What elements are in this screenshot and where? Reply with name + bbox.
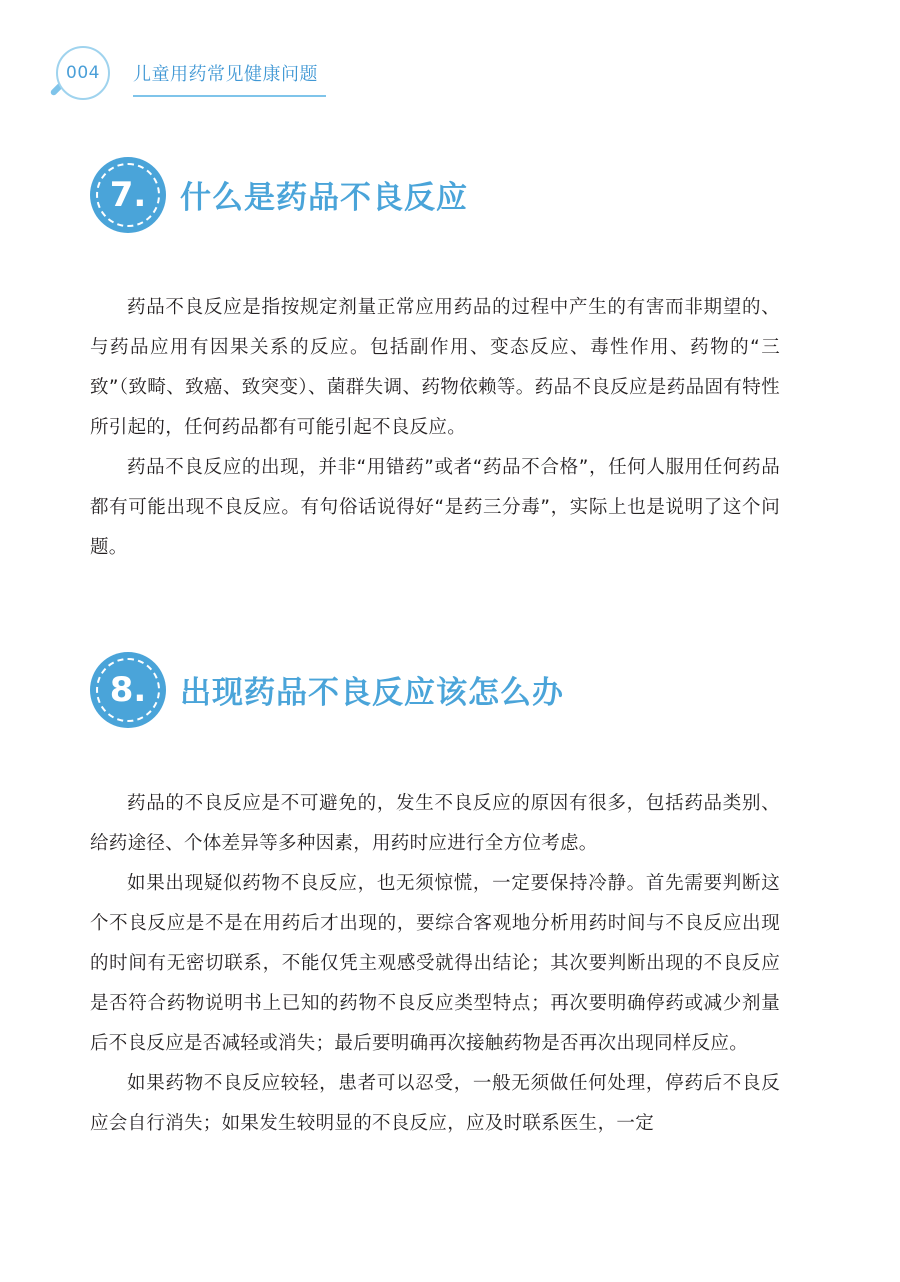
section-number-badge	[90, 652, 166, 728]
section-title: 出现药品不良反应该怎么办	[180, 675, 564, 711]
page-number: 004	[66, 63, 100, 83]
section-body-7	[90, 288, 780, 568]
section-number: 8.	[109, 670, 147, 710]
book-title: 儿童用药常见健康问题	[133, 64, 318, 85]
section-heading-7	[90, 157, 810, 237]
paragraph: 如果出现疑似药物不良反应，也无须惊慌，一定要保持冷静。首先需要判断这个不良反应是不是在用药后才出现的，要综合客观地分析用药时间与不良反应出现的时间有无密切联系，不能仅凭主观感受就得出结论；其次要判断出现的不良反应是否符合药物说明书上已知的药物不良反应类型特点；再次要明确停药或减少剂量后不良反应是否减轻或消失；最后要明确再次接触药物是否再次出现同样反应。	[90, 873, 780, 1054]
section-number-badge	[90, 157, 166, 233]
paragraph: 药品的不良反应是不可避免的，发生不良反应的原因有很多，包括药品类别、给药途径、个体差异等多种因素，用药时应进行全方位考虑。	[90, 793, 780, 854]
section-body-8	[90, 784, 780, 1144]
section-heading-8	[90, 652, 810, 732]
section-title: 什么是药品不良反应	[180, 180, 468, 216]
title-underline	[133, 95, 326, 97]
page-number-badge	[56, 46, 110, 100]
page-header	[0, 0, 900, 110]
paragraph: 药品不良反应的出现，并非“用错药”或者“药品不合格”，任何人服用任何药品都有可能出现不良反应。有句俗话说得好“是药三分毒”，实际上也是说明了这个问题。	[90, 457, 780, 558]
paragraph: 药品不良反应是指按规定剂量正常应用药品的过程中产生的有害而非期望的、与药品应用有因果关系的反应。包括副作用、变态反应、毒性作用、药物的“三致”（致畸、致癌、致突变）、菌群失调、药物依赖等。药品不良反应是药品固有特性所引起的，任何药品都有可能引起不良反应。	[90, 297, 780, 438]
paragraph: 如果药物不良反应较轻，患者可以忍受，一般无须做任何处理，停药后不良反应会自行消失；如果发生较明显的不良反应，应及时联系医生，一定	[90, 1073, 780, 1134]
section-number: 7.	[109, 175, 147, 215]
